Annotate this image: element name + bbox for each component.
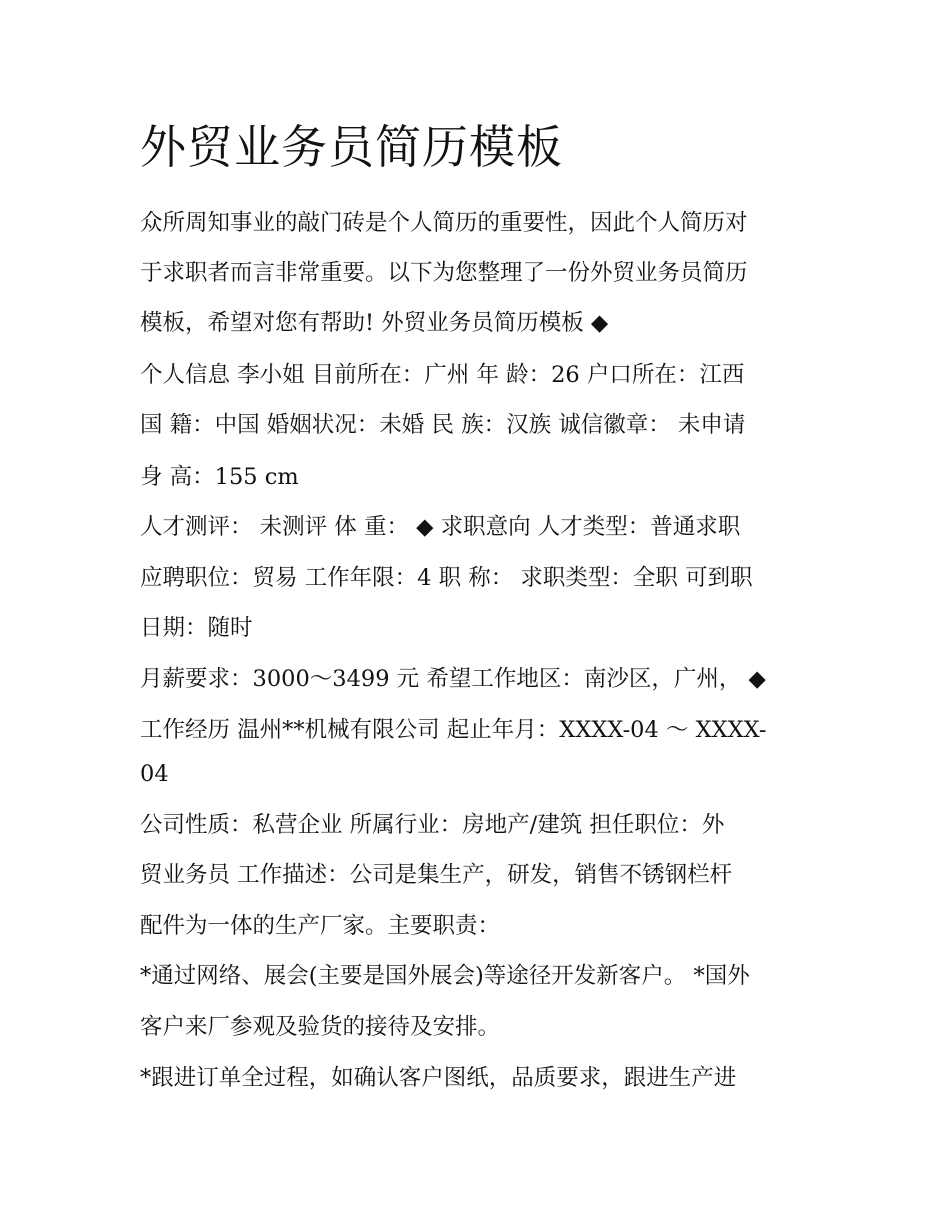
salary-line: 月薪要求：3000～3499 元 希望工作地区：南沙区，广州， ◆ xyxy=(140,666,766,692)
work-history-line-1: 工作经历 温州**机械有限公司 起止年月：XXXX-04 ～ XXXX- xyxy=(140,717,767,743)
company-info-line-1: 公司性质：私营企业 所属行业：房地产/建筑 担任职位：外 xyxy=(140,812,725,838)
work-history-line-2: 04 xyxy=(140,761,169,787)
personal-info-line-1: 个人信息 李小姐 目前所在：广州 年 龄：26 户口所在：江西 xyxy=(140,362,745,388)
company-info-line-2: 贸业务员 工作描述：公司是集生产，研发，销售不锈钢栏杆 xyxy=(140,862,733,888)
intro-line-3: 模板，希望对您有帮助! 外贸业务员简历模板 ◆ xyxy=(140,310,609,336)
personal-info-line-2: 国 籍：中国 婚姻状况：未婚 民 族：汉族 诚信徽章： 未申请 xyxy=(140,412,746,438)
job-intention-line-2: 应聘职位：贸易 工作年限：4 职 称： 求职类型：全职 可到职 xyxy=(140,565,753,591)
page-title: 外贸业务员简历模板 xyxy=(140,120,563,174)
duty-line-3: *跟进订单全过程，如确认客户图纸，品质要求，跟进生产进 xyxy=(140,1065,737,1091)
duty-line-1: *通过网络、展会(主要是国外展会)等途径开发新客户。 *国外 xyxy=(140,963,750,989)
job-intention-line-3: 日期：随时 xyxy=(140,615,253,641)
job-intention-line-1: 人才测评： 未测评 体 重： ◆ 求职意向 人才类型：普通求职 xyxy=(140,514,741,540)
company-info-line-3: 配件为一体的生产厂家。主要职责： xyxy=(140,913,501,939)
duty-line-2: 客户来厂参观及验货的接待及安排。 xyxy=(140,1014,501,1040)
personal-info-line-3: 身 高：155 cm xyxy=(140,464,299,490)
intro-line-1: 众所周知事业的敲门砖是个人简历的重要性，因此个人简历对 xyxy=(140,210,748,236)
intro-line-2: 于求职者而言非常重要。以下为您整理了一份外贸业务员简历 xyxy=(140,260,748,286)
